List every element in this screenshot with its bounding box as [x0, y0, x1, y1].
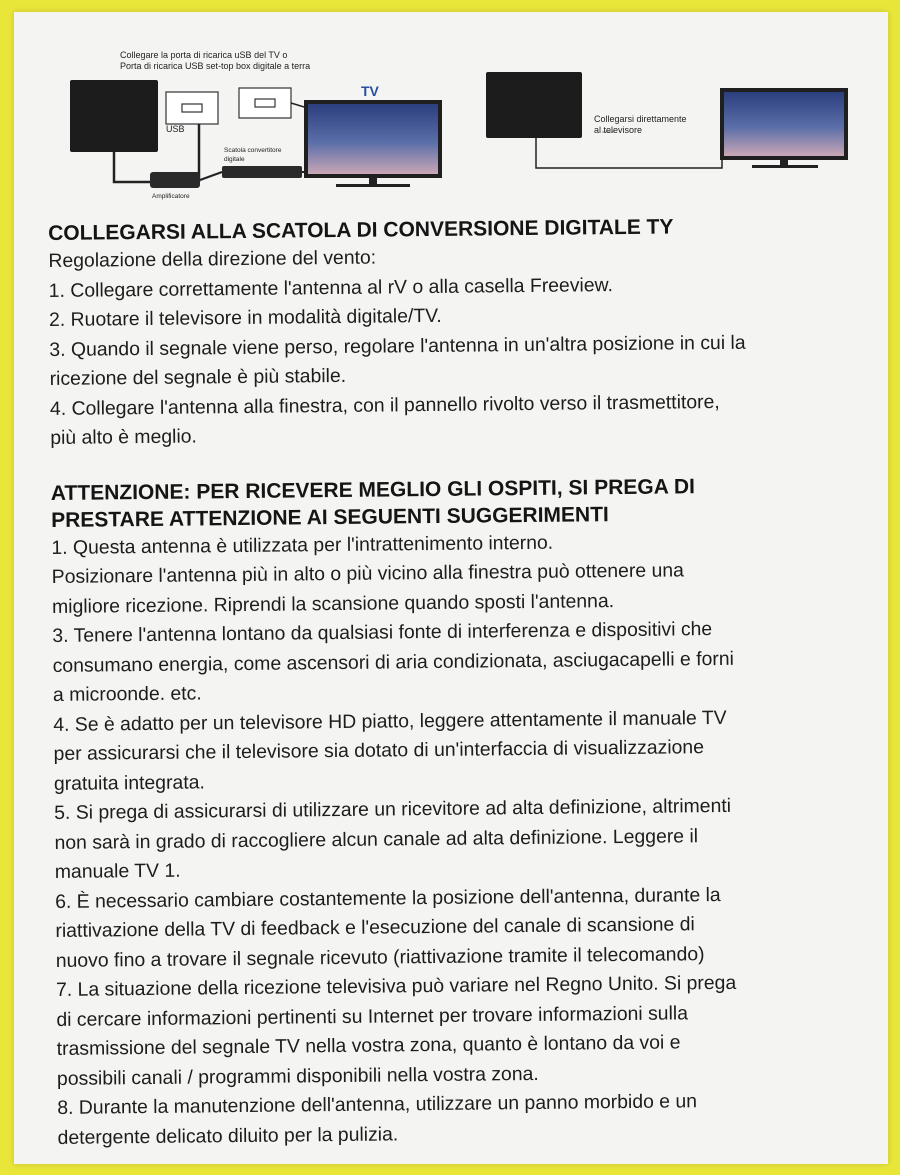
amplifier	[150, 172, 200, 188]
antenna-panel-right	[486, 72, 582, 138]
section2-title-line2: PRESTARE ATTENZIONE AI SEGUENTI SUGGERIMENTI	[51, 502, 609, 532]
section2-line: consumano energia, come ascensori di aria condizionata, asciugacapelli e forni	[52, 647, 734, 677]
caption-top-line2: Porta di ricarica USB set-top box digitale a terra	[120, 61, 311, 71]
connection-diagram	[14, 12, 888, 217]
section1-line: più alto è meglio.	[50, 425, 197, 449]
manual-page	[14, 12, 888, 1164]
section-digital-box	[48, 211, 880, 453]
section1-line: 4. Collegare l'antenna alla finestra, con il pannello rivolto verso il trasmettitore,	[49, 390, 720, 420]
section2-title-line1: ATTENZIONE: PER RICEVERE MEGLIO GLI OSPITI, SI PREGA DI	[50, 474, 696, 505]
section-attention	[51, 471, 888, 1153]
section2-line: 3. Tenere l'antenna lontano da qualsiasi fonte di interferenza e dispositivi che	[52, 618, 713, 647]
section2-line: detergente delicato diluito per la pulizia.	[57, 1122, 399, 1149]
section2-line: 4. Se è adatto per un televisore HD piatto, leggere attentamente il manuale TV	[53, 706, 727, 736]
section1-line: 1. Collegare correttamente l'antenna al rV o alla casella Freeview.	[48, 273, 614, 302]
section2-line: gratuita integrata.	[53, 770, 205, 795]
tv-left	[304, 100, 442, 187]
section2-line: Posizionare l'antenna più in alto o più vicino alla finestra può ottenere una	[51, 559, 684, 588]
section2-line: 8. Durante la manutenzione dell'antenna, utilizzare un panno morbido e un	[57, 1090, 698, 1119]
section2-line: migliore ricezione. Riprendi la scansione quando sposti l'antenna.	[51, 589, 615, 618]
section1-line: ricezione del segnale è più stabile.	[49, 364, 347, 390]
tv-right	[720, 88, 848, 168]
usb-port-box	[166, 92, 218, 124]
usb-label: USB	[166, 124, 185, 134]
section2-line: a microonde. etc.	[52, 682, 202, 706]
box-label-2: digitale	[224, 156, 245, 163]
section2-line: possibili canali / programmi disponibili nella vostra zona.	[56, 1062, 539, 1090]
converter-box	[222, 166, 302, 178]
direct-label-2: al televisore	[594, 125, 643, 135]
section2-line: non sarà in grado di raccogliere alcun canale ad alta definizione. Leggere il	[54, 824, 699, 854]
box-label-1: Scatola convertitore	[224, 147, 282, 154]
instructions-content	[48, 211, 888, 1153]
section1-line: 3. Quando il segnale viene perso, regolare l'antenna in un'altra posizione in cui la	[49, 331, 746, 361]
section2-line: manuale TV 1.	[54, 859, 181, 883]
set-top-port-box	[239, 88, 291, 118]
antenna-panel-left	[70, 80, 158, 152]
section2-line: 5. Si prega di assicurarsi di utilizzare un ricevitore ad alta definizione, altrimenti	[54, 794, 732, 824]
section2-line: 7. La situazione della ricezione televisiva può variare nel Regno Unito. Si prega	[55, 971, 737, 1001]
section2-line: 6. È necessario cambiare costantemente la posizione dell'antenna, durante la	[55, 883, 721, 913]
caption-top-line1: Collegare la porta di ricarica uSB del TV o	[120, 50, 288, 60]
tv-label: TV	[361, 83, 379, 99]
section2-line: trasmissione del segnale TV nella vostra zona, quanto è lontano da voi e	[56, 1031, 681, 1060]
amp-label: Amplificatore	[152, 193, 190, 200]
direct-label-1: Collegarsi direttamente	[594, 114, 687, 124]
section1-title: COLLEGARSI ALLA SCATOLA DI CONVERSIONE DIGITALE TY	[48, 215, 674, 245]
section2-line: riattivazione della TV di feedback e l'esecuzione del canale di scansione di	[55, 913, 695, 942]
section2-line: 1. Questa antenna è utilizzata per l'intrattenimento interno.	[51, 531, 554, 559]
section1-line: Regolazione della direzione del vento:	[48, 246, 377, 272]
section2-line: per assicurarsi che il televisore sia dotato di un'interfaccia di visualizzazione	[53, 736, 705, 765]
section2-line: nuovo fino a trovare il segnale ricevuto (riattivazione tramite il telecomando)	[55, 942, 705, 972]
section2-line: di cercare informazioni pertinenti su Internet per trovare informazioni sulla	[56, 1001, 689, 1031]
section1-line: 2. Ruotare il televisore in modalità digitale/TV.	[48, 304, 442, 331]
